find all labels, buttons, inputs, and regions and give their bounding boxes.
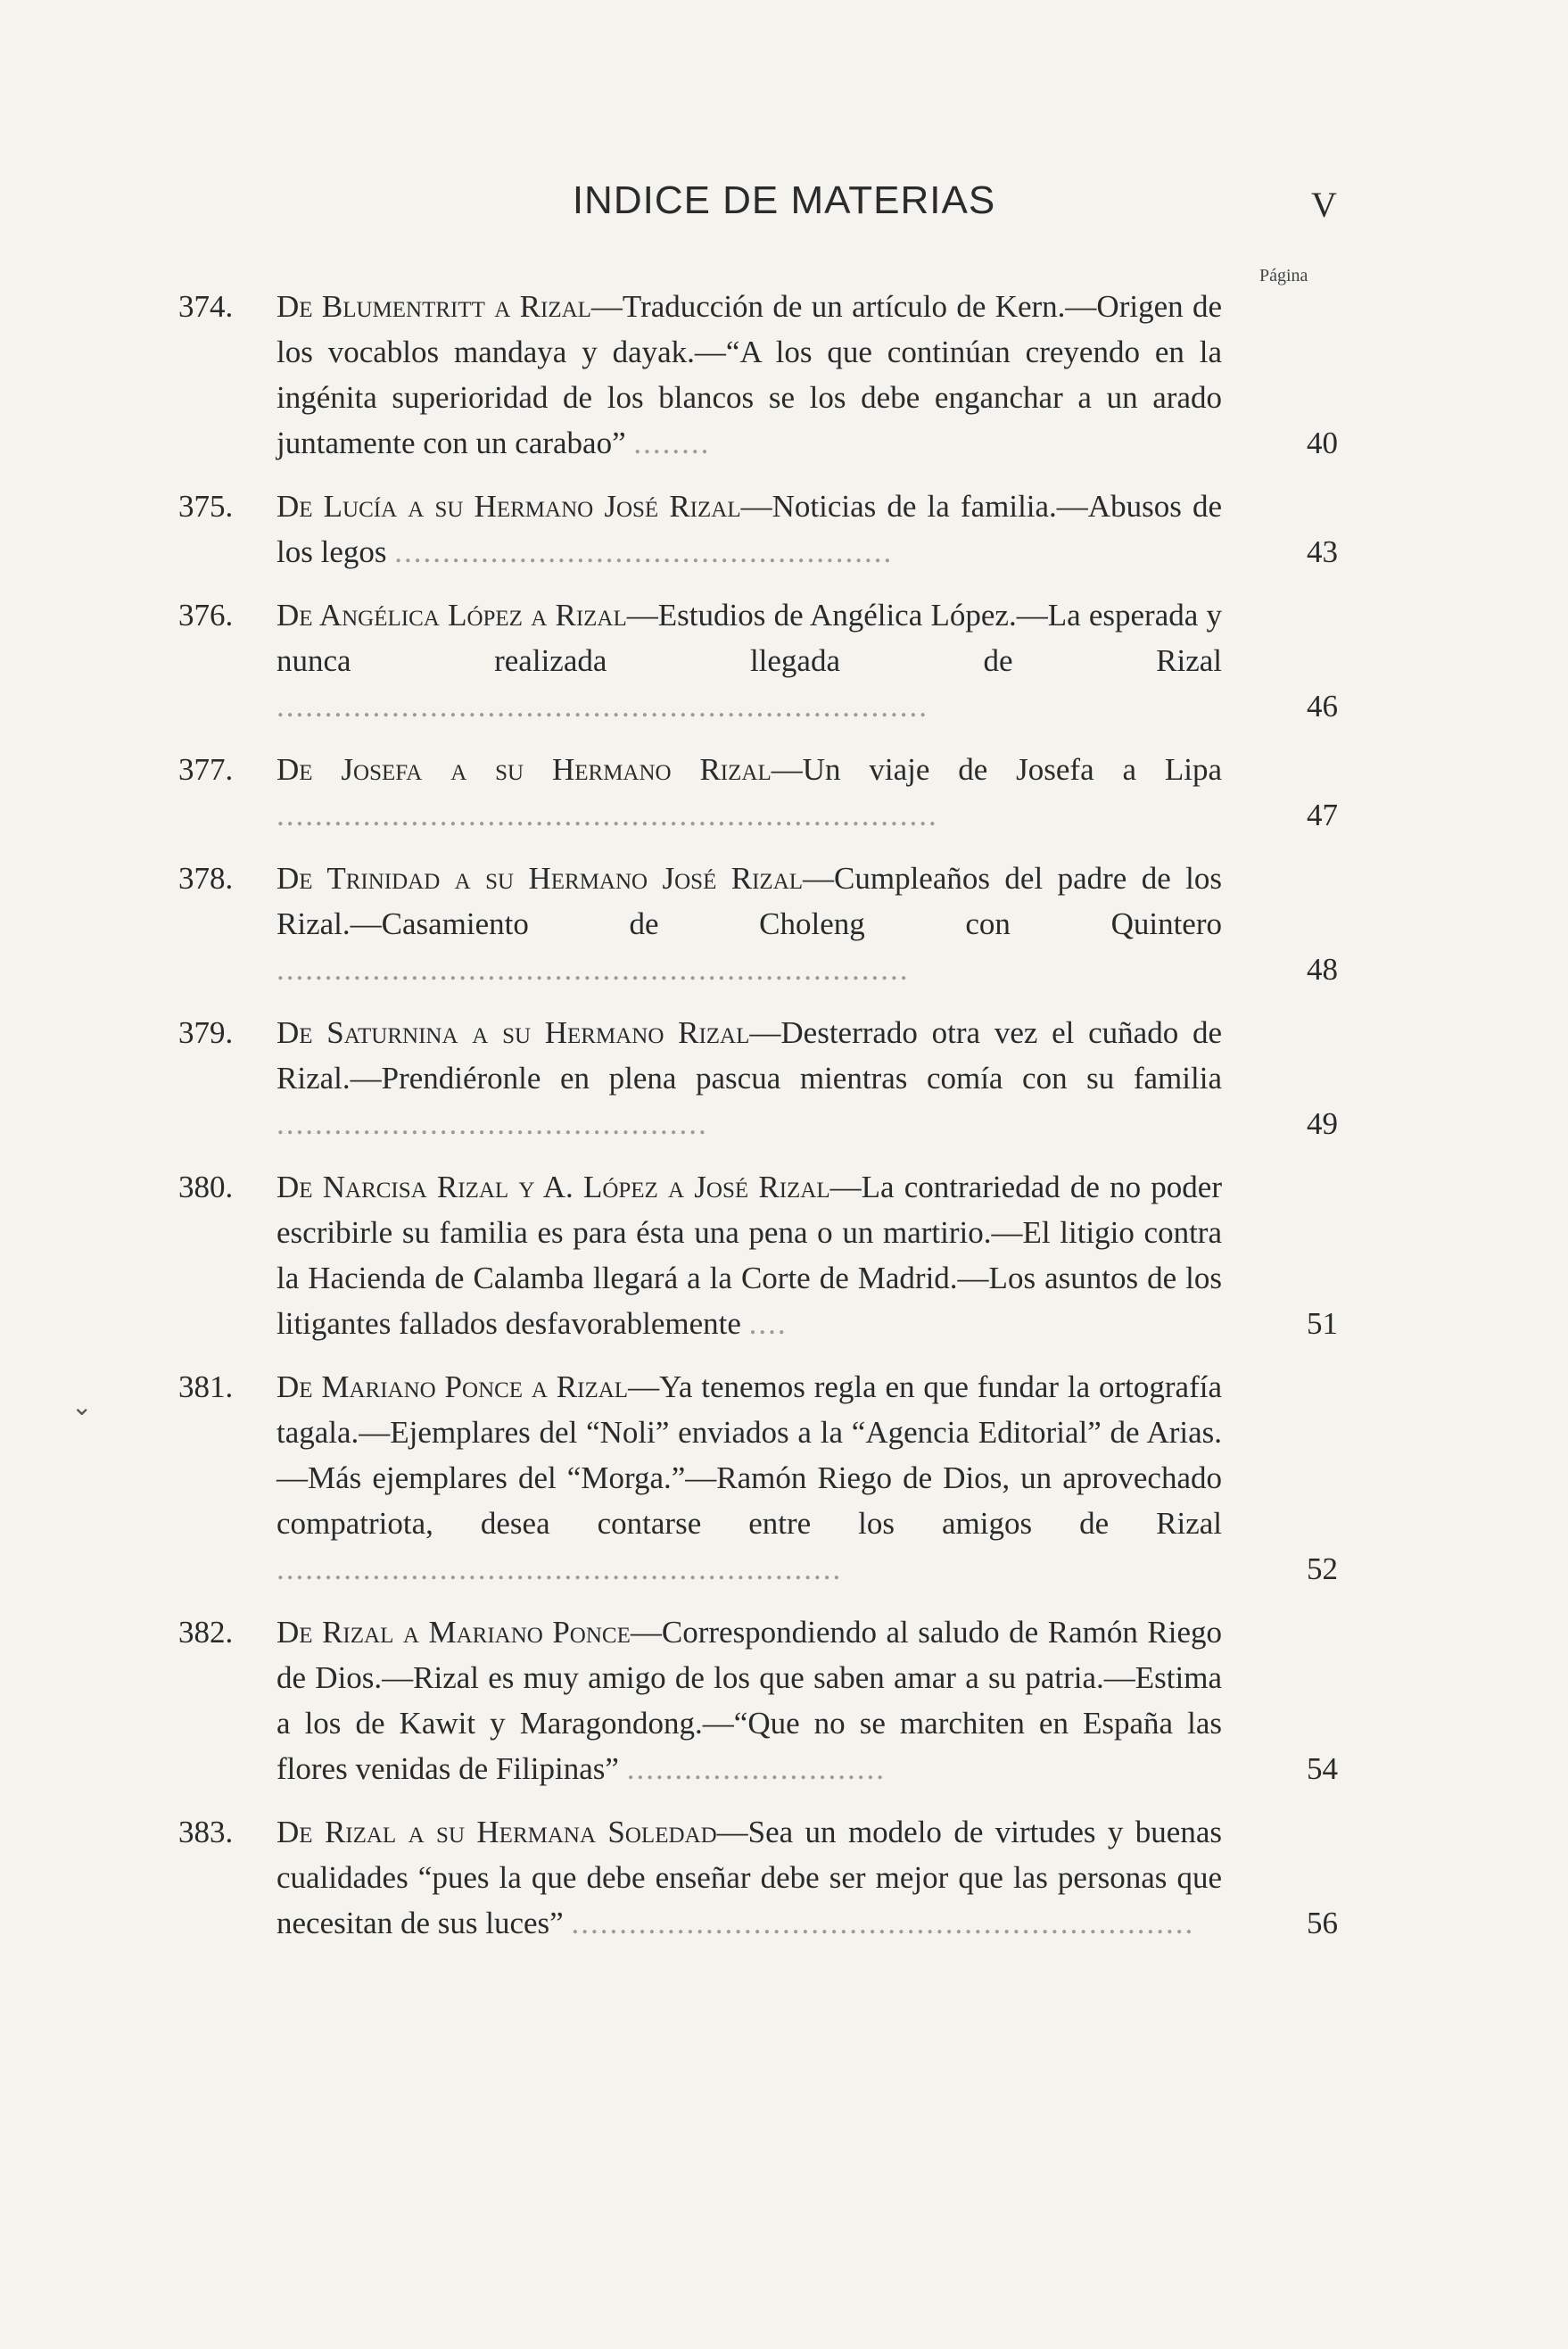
entry-heading: De Rizal a Mariano Ponce <box>276 1615 631 1650</box>
entry-number: 379. <box>178 1015 234 1050</box>
entry-description <box>276 1010 1222 1146</box>
entry-heading: De Narcisa Rizal y A. López a José Rizal <box>276 1170 830 1204</box>
toc-entry-378 <box>178 856 1338 992</box>
entry-text: —La contrariedad de no poder escribirle su familia es para ésta una pena o un martirio.—El litigio contra la Hacienda de Calamba llegará a la Corte de Madrid.—Los asuntos de los litigantes fallados desfavorablemente <box>276 1170 1222 1341</box>
dot-leaders: .................................................... <box>394 534 894 569</box>
entry-heading: De Angélica López a Rizal <box>276 598 627 633</box>
toc-entry-380 <box>178 1164 1338 1346</box>
entry-description <box>276 284 1222 466</box>
toc-entry-383 <box>178 1809 1338 1946</box>
entry-text: —Desterrado otra vez el cuñado de Rizal.—Prendiéronle en plena pascua mientras comía con su familia <box>276 1015 1222 1096</box>
entry-description <box>276 1609 1222 1791</box>
entry-page-number: 43 <box>1307 534 1338 569</box>
entry-number: 374. <box>178 289 234 324</box>
entry-heading: De Rizal a su Hermana Soledad <box>276 1815 717 1849</box>
entry-page-number: 40 <box>1307 426 1338 460</box>
margin-tick-mark: ⌄ <box>71 1394 93 1421</box>
entry-description <box>276 484 1222 575</box>
toc-entry-382 <box>178 1609 1338 1791</box>
entry-page-number: 47 <box>1307 798 1338 832</box>
entry-text: —Un viaje de Josefa a Lipa <box>771 752 1223 787</box>
entry-number: 380. <box>178 1170 234 1204</box>
dot-leaders: ..................................................................... <box>276 798 938 832</box>
entry-heading: De Saturnina a su Hermano Rizal <box>276 1015 750 1050</box>
entry-text: —Cumpleaños del padre de los Rizal.—Casamiento de Choleng con Quintero <box>276 861 1222 941</box>
entry-number: 382. <box>178 1615 234 1650</box>
entry-text: —Estudios de Angélica López.—La esperada y nunca realizada llegada de Rizal <box>276 598 1223 678</box>
pagina-column-label: Página <box>1259 266 1308 285</box>
page-number-roman: V <box>1311 185 1337 225</box>
entry-page-number: 52 <box>1307 1551 1338 1586</box>
entry-number: 381. <box>178 1369 234 1404</box>
entry-page-number: 51 <box>1307 1306 1338 1341</box>
dot-leaders: ............................................. <box>276 1106 708 1141</box>
entry-heading: De Lucía a su Hermano José Rizal <box>276 489 741 524</box>
entry-heading: De Blumentritt a Rizal <box>276 289 591 324</box>
entry-number: 377. <box>178 752 234 787</box>
entry-description <box>276 592 1222 729</box>
entry-description <box>276 1164 1222 1346</box>
toc-entry-374 <box>178 284 1338 466</box>
dot-leaders: ........ <box>633 426 711 460</box>
entry-number: 378. <box>178 861 234 896</box>
entry-text: —Noticias de la familia.—Abusos de los legos <box>276 489 1222 569</box>
toc-entry-376 <box>178 592 1338 729</box>
entry-description <box>276 1364 1222 1592</box>
toc-entry-377 <box>178 747 1338 838</box>
table-of-contents <box>178 284 1338 1964</box>
entry-text: —Correspondiendo al saludo de Ramón Riego de Dios.—Rizal es muy amigo de los que saben amar a su patria.—Estima a los de Kawit y Maragondong.—“Que no se marchiten en España las flores venidas de Filipinas” <box>276 1615 1222 1786</box>
dot-leaders: ........................... <box>626 1751 886 1786</box>
dot-leaders: ........................................................... <box>276 1551 843 1586</box>
dot-leaders: .... <box>748 1306 788 1341</box>
entry-description <box>276 747 1222 838</box>
entry-page-number: 54 <box>1307 1751 1338 1786</box>
entry-text: —Ya tenemos regla en que fundar la ortografía tagala.—Ejemplares del “Noli” enviados a la “Agencia Editorial” de Arias.—Más ejemplares del “Morga.”—Ramón Riego de Dios, un aprovechado compatriota, desea contarse entre los amigos de Rizal <box>276 1369 1222 1541</box>
entry-page-number: 48 <box>1307 952 1338 987</box>
toc-entry-379 <box>178 1010 1338 1146</box>
entry-text: —Traducción de un artículo de Kern.—Origen de los vocablos mandaya y dayak.—“A los que continúan creyendo en la ingénita superioridad de los blancos se los debe enganchar a un arado juntamente con un carabao” <box>276 289 1222 460</box>
entry-heading: De Josefa a su Hermano Rizal <box>276 752 772 787</box>
entry-number: 376. <box>178 598 234 633</box>
entry-page-number: 56 <box>1307 1906 1338 1940</box>
dot-leaders: .................................................................. <box>276 952 910 987</box>
entry-text: —Sea un modelo de virtudes y buenas cualidades “pues la que debe enseñar debe ser mejor que las personas que necesitan de sus luces” <box>276 1815 1222 1940</box>
entry-heading: De Mariano Ponce a Rizal <box>276 1369 629 1404</box>
entry-heading: De Trinidad a su Hermano José Rizal <box>276 861 804 896</box>
entry-page-number: 49 <box>1307 1106 1338 1141</box>
page-title: INDICE DE MATERIAS <box>572 178 996 222</box>
entry-description <box>276 1809 1222 1946</box>
entry-number: 375. <box>178 489 234 524</box>
entry-number: 383. <box>178 1815 234 1849</box>
dot-leaders: ................................................................. <box>571 1906 1195 1940</box>
toc-entry-381 <box>178 1364 1338 1592</box>
entry-page-number: 46 <box>1307 689 1338 724</box>
toc-entry-375 <box>178 484 1338 575</box>
entry-description <box>276 856 1222 992</box>
dot-leaders: .................................................................... <box>276 689 928 724</box>
